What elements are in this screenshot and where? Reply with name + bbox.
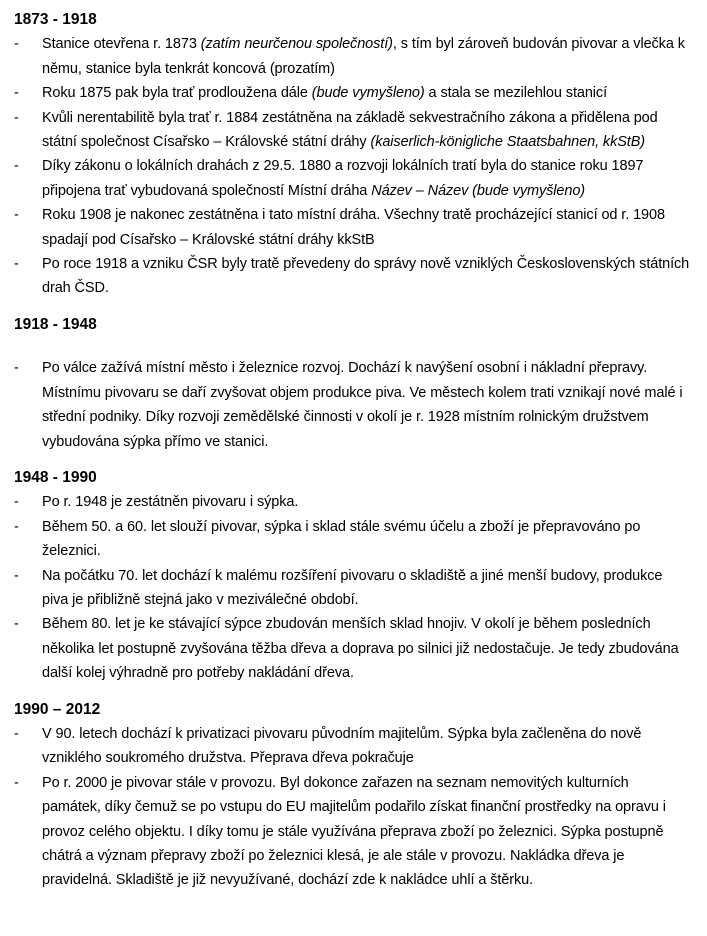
italic-text-segment: (bude vymyšleno) xyxy=(472,182,586,199)
section-heading: 1873 - 1918 xyxy=(14,11,97,28)
bullet-item xyxy=(14,32,690,81)
bullet-text xyxy=(42,158,643,198)
bullet-text xyxy=(42,85,607,101)
bullet-item xyxy=(14,722,690,771)
text-segment: Po válce zažívá místní město i železnice rozvoj. Dochází k navýšení osobní i nákladní přepravy. Místnímu pivovaru se daří zvyšovat objem produkce piva. Ve městech kolem trati vznikají nové malé i střední podniky. Díky rozvoji zemědělské činnosti v okolí je r. 1928 místním rolnickým družstvem vybudována sýpka přímo ve stanici. xyxy=(42,360,683,450)
bullet-item xyxy=(14,81,690,105)
section-bullet-list xyxy=(14,356,690,454)
italic-text-segment: (zatím neurčenou společností) xyxy=(200,36,393,53)
text-segment: V 90. letech dochází k privatizaci pivovaru původním majitelům. Sýpka byla začleněna do nově vzniklého soukromého družstva. Přeprava dřeva pokračuje xyxy=(42,725,642,767)
section-bullet-list xyxy=(14,722,690,893)
text-segment: , s tím byl zároveň budován pivovar a vlečka k němu, stanice byla tenkrát koncová (prozatím) xyxy=(42,36,685,77)
bullet-text xyxy=(42,494,298,510)
bullet-dash-marker: - xyxy=(14,774,19,791)
bullet-item xyxy=(14,515,690,564)
section-heading: 1948 - 1990 xyxy=(14,468,97,486)
bullet-dash-marker: - xyxy=(14,518,19,535)
bullet-item xyxy=(14,154,690,203)
timeline-section-1 xyxy=(14,313,690,454)
italic-text-segment: (kaiserlich-königliche Staatsbahnen, kkStB) xyxy=(370,134,646,151)
bullet-text xyxy=(42,519,640,559)
text-segment: Po roce 1918 a vzniku ČSR byly tratě převedeny do správy nově vzniklých Československých státních drah ČSD. xyxy=(42,256,690,297)
text-segment: Roku 1875 pak byla trať prodloužena dále xyxy=(42,85,312,102)
text-segment: Po r. 1948 je zestátněn pivovaru i sýpka. xyxy=(42,494,299,511)
timeline-section-0 xyxy=(14,8,690,301)
bullet-dash-marker: - xyxy=(14,256,19,273)
bullet-text xyxy=(42,207,665,247)
bullet-item xyxy=(14,564,690,613)
timeline-section-3 xyxy=(14,698,690,893)
bullet-item xyxy=(14,490,690,514)
bullet-dash-marker: - xyxy=(14,158,19,175)
bullet-text xyxy=(42,360,682,449)
bullet-item xyxy=(14,106,690,155)
bullet-dash-marker: - xyxy=(14,567,19,584)
text-segment: Roku 1908 je nakonec zestátněna i tato místní dráha. Všechny tratě procházející stanicí od r. 1908 spadají pod Císařsko – Královské státní dráhy kkStB xyxy=(42,207,665,248)
bullet-dash-marker: - xyxy=(14,360,19,377)
text-segment: Během 80. let je ke stávající sýpce zbudován menších sklad hnojiv. V okolí je během posledních několika let postupně zvyšována těžba dřeva a doprava po silnici již nedostačuje. Je tedy zbudována další kolej výhradně pro potřeby nakládání dřeva. xyxy=(42,616,679,682)
bullet-text xyxy=(42,775,666,889)
bullet-dash-marker: - xyxy=(14,725,19,742)
text-segment: Stanice otevřena r. 1873 xyxy=(42,36,201,53)
text-segment: a stala se mezilehlou stanicí xyxy=(424,85,607,102)
bullet-item xyxy=(14,612,690,685)
bullet-dash-marker: - xyxy=(14,109,19,126)
bullet-dash-marker: - xyxy=(14,494,19,511)
text-segment: Na počátku 70. let dochází k malému rozšíření pivovaru o skladiště a jiné menší budovy, produkce piva je přibližně stejná jako v meziválečné období. xyxy=(42,567,663,608)
bullet-text xyxy=(42,568,662,608)
section-bullet-list xyxy=(14,32,690,300)
section-heading: 1990 – 2012 xyxy=(14,700,101,718)
bullet-dash-marker: - xyxy=(14,207,19,224)
bullet-text xyxy=(42,110,658,150)
bullet-text xyxy=(42,616,679,681)
italic-text-segment: Název – Název xyxy=(371,182,469,199)
text-segment: Kvůli nerentabilitě byla trať r. 1884 zestátněna na základě sekvestračního zákona a přidělena pod státní společnost Císařsko – Královské státní dráhy xyxy=(42,109,658,151)
italic-text-segment: (bude vymyšleno) xyxy=(311,85,425,102)
text-segment: Během 50. a 60. let slouží pivovar, sýpka i sklad stále svému účelu a zboží je přepravováno po železnici. xyxy=(42,518,641,560)
text-segment: Díky zákonu o lokálních drahách z 29.5. 1880 a rozvoji lokálních tratí byla do stanice roku 1897 připojena trať vybudovaná společností Místní dráha xyxy=(42,158,644,199)
section-heading: 1918 - 1948 xyxy=(14,315,97,333)
bullet-dash-marker: - xyxy=(14,85,19,102)
bullet-text xyxy=(42,256,689,296)
bullet-item xyxy=(14,252,690,301)
section-bullet-list xyxy=(14,490,690,685)
bullet-text xyxy=(42,36,685,76)
bullet-dash-marker: - xyxy=(14,36,19,53)
bullet-item xyxy=(14,356,690,454)
bullet-item xyxy=(14,771,690,893)
bullet-item xyxy=(14,203,690,252)
bullet-dash-marker: - xyxy=(14,616,19,633)
bullet-text xyxy=(42,726,641,766)
timeline-section-2 xyxy=(14,466,690,686)
text-segment: Po r. 2000 je pivovar stále v provozu. Byl dokonce zařazen na seznam nemovitých kulturních památek, díky čemuž se po vstupu do EU majitelům podařilo získat finanční prostředky na opravu i provoz celého objektu. I díky tomu je stále využívána přeprava zboží po železnici. Sýpka postupně chátrá a význam přepravy zboží po železnici klesá, je ale stále v provozu. Nakládka dřeva je pravidelná. Skladiště je již nevyužívané, dochází zde k nakládce uhlí a štěrku. xyxy=(42,774,666,889)
